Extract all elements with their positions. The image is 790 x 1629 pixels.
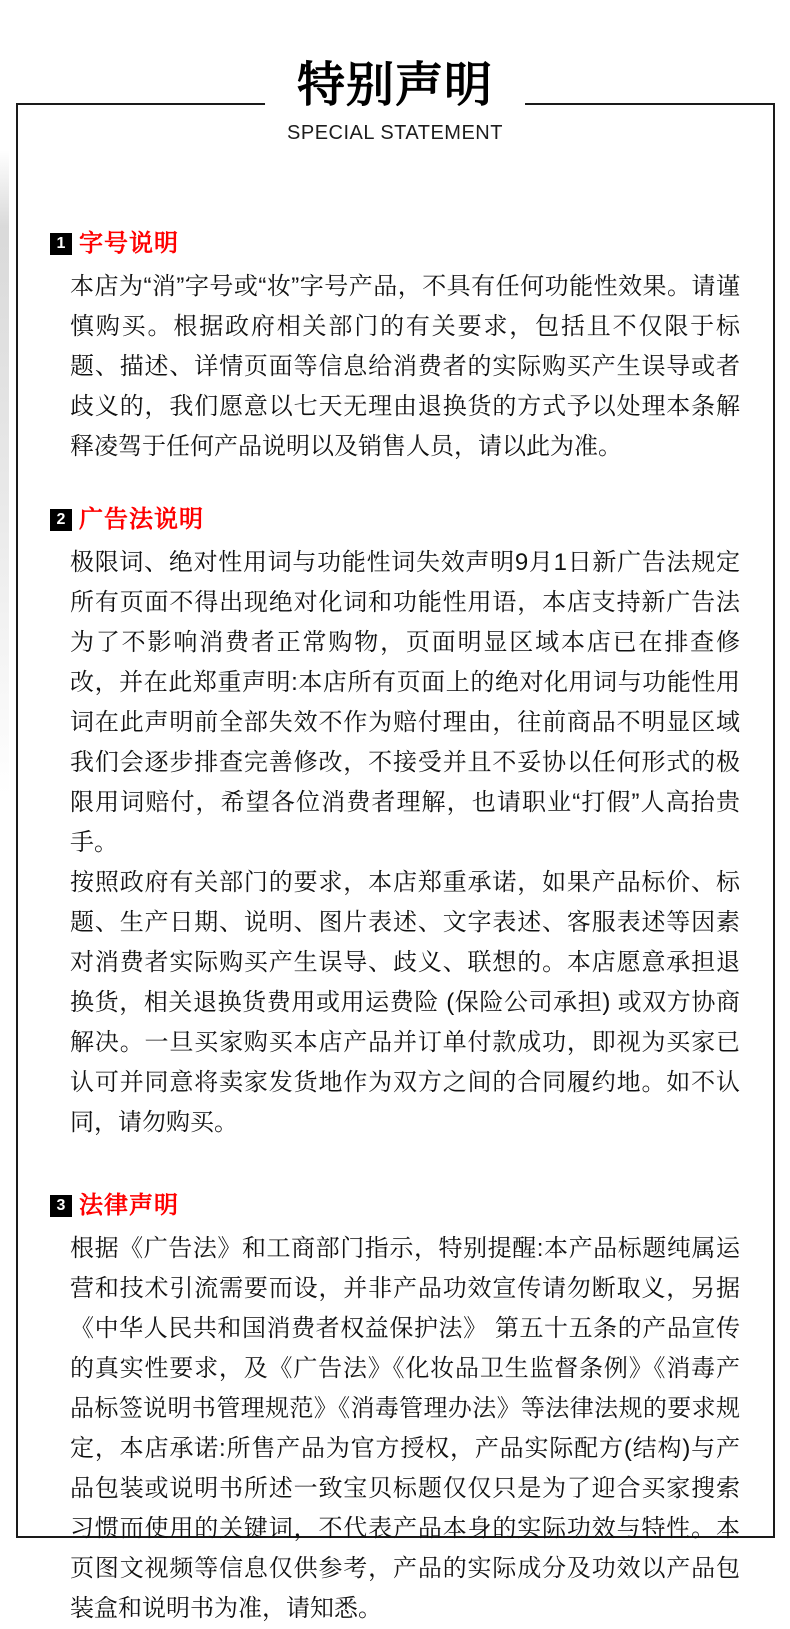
section-body xyxy=(70,267,740,467)
page-edge-shadow xyxy=(0,150,9,795)
section-paragraph: 本店为“消”字号或“妆”字号产品，不具有任何功能性效果。请谨慎购买。根据政府相关部门的有关要求，包括且不仅限于标题、描述、详情页面等信息给消费者的实际购买产生误导或者歧义的，我们愿意以七天无理由退换货的方式予以处理本条解释凌驾于任何产品说明以及销售人员，请以此为准。 xyxy=(70,273,740,460)
section-number-badge: 3 xyxy=(50,1195,72,1217)
section-heading: 法律声明 xyxy=(79,1192,179,1219)
section-number-badge: 2 xyxy=(50,509,72,531)
section-paragraph: 极限词、绝对性用词与功能性词失效声明9月1日新广告法规定所有页面不得出现绝对化词和功能性用语，本店支持新广告法为了不影响消费者正常购物，页面明显区域本店已在排查修改，并在此郑重声明:本店所有页面上的绝对化用词与功能性用词在此声明前全部失效不作为赔付理由，往前商品不明显区域我们会逐步排查完善修改，不接受并且不妥协以任何形式的极限用词赔付，希望各位消费者理解，也请职业“打假”人高抬贵手。 xyxy=(70,549,740,856)
section-paragraph: 按照政府有关部门的要求，本店郑重承诺，如果产品标价、标题、生产日期、说明、图片表述、文字表述、客服表述等因素对消费者实际购买产生误导、歧义、联想的。本店愿意承担退换货，相关退换货费用或用运费险 (保险公司承担) 或双方协商解决。一旦买家购买本店产品并订单付款成功，即视为买家已认可并同意将卖家发货地作为双方之间的合同履约地。如不认同，请勿购买。 xyxy=(70,869,740,1136)
page-header xyxy=(265,55,525,145)
page-subtitle: SPECIAL STATEMENT xyxy=(287,122,503,144)
section-header xyxy=(50,507,740,533)
section-paragraph: 根据《广告法》和工商部门指示，特别提醒:本产品标题纯属运营和技术引流需要而设，并非产品功效宣传请勿断取义，另据《中华人民共和国消费者权益保护法》 第五十五条的产品宣传的真实性要求，及《广告法》《化妆品卫生监督条例》《消毒产品标签说明书管理规范》《消毒管理办法》等法律法规的要求规定，本店承诺:所售产品为官方授权，产品实际配方(结构)与产品包装或说明书所述一致宝贝标题仅仅只是为了迎合买家搜索习惯而使用的关键词，不代表产品本身的实际功效与特性。本页图文视频等信息仅供参考，产品的实际成分及功效以产品包装盒和说明书为准，请知悉。 xyxy=(70,1235,740,1622)
section-header xyxy=(50,231,740,257)
page-title: 特别声明 xyxy=(296,59,494,112)
content-frame xyxy=(16,103,775,1622)
section-number-badge: 1 xyxy=(50,233,72,255)
statement-section xyxy=(56,1192,740,1629)
section-heading: 广告法说明 xyxy=(79,506,204,533)
statement-section xyxy=(56,506,740,1143)
section-header xyxy=(50,1193,740,1219)
sections-container xyxy=(18,105,773,1622)
section-heading: 字号说明 xyxy=(79,230,179,257)
section-body xyxy=(70,543,740,1143)
section-body xyxy=(70,1229,740,1629)
statement-section xyxy=(56,230,740,467)
